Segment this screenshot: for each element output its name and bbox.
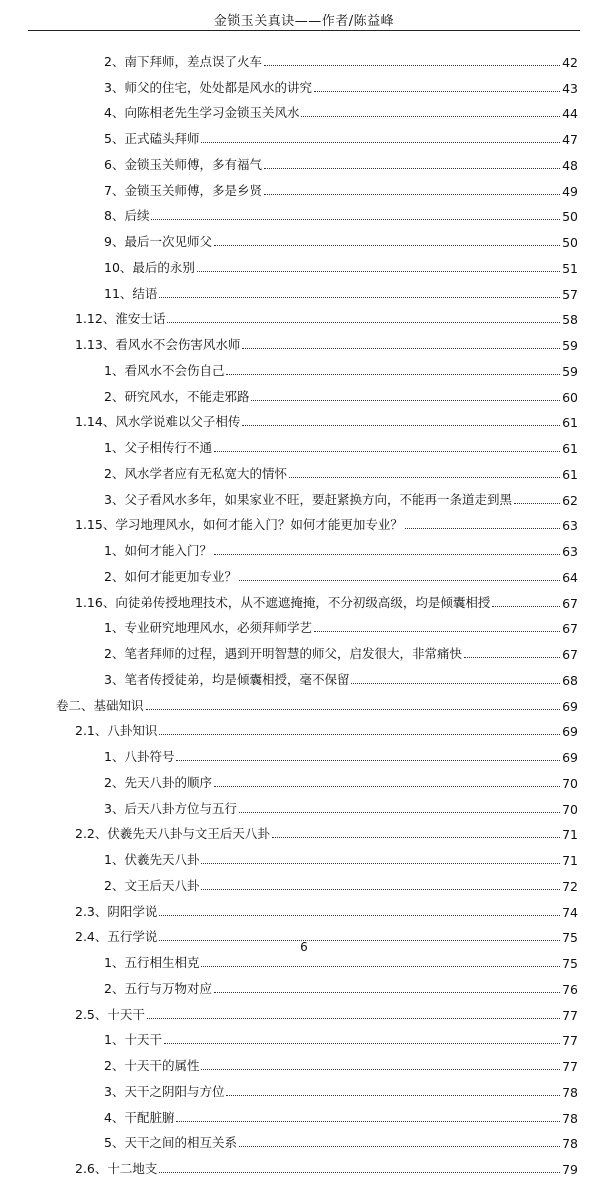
toc-entry[interactable] (0, 791, 608, 817)
toc-entry-page: 78 (562, 1136, 578, 1152)
toc-dot-leader (272, 837, 560, 838)
toc-entry-page: 49 (562, 183, 578, 199)
toc-entry-label: 1、如何才能入门？ (104, 543, 212, 558)
toc-entry-page: 57 (562, 286, 578, 302)
toc-dot-leader (201, 966, 560, 967)
toc-dot-leader (214, 992, 560, 993)
toc-entry-label: 2、十天干的属性 (104, 1058, 200, 1073)
toc-entry[interactable] (0, 1074, 608, 1100)
toc-entry[interactable] (0, 508, 608, 534)
toc-dot-leader (201, 889, 560, 890)
toc-entry[interactable] (0, 353, 608, 379)
toc-dot-leader (197, 271, 560, 272)
toc-entry-page: 42 (562, 54, 578, 70)
toc-entry-label: 2.2、伏羲先天八卦与文王后天八卦 (75, 826, 270, 842)
toc-dot-leader (151, 219, 560, 220)
toc-entry-label: 2.5、十天干 (75, 1006, 145, 1022)
toc-entry-label: 2、文王后天八卦 (104, 877, 200, 893)
toc-entry[interactable] (0, 44, 608, 70)
toc-entry-page: 76 (562, 981, 578, 997)
toc-entry[interactable] (0, 147, 608, 173)
toc-entry[interactable] (0, 456, 608, 482)
toc-entry-label: 2、如何才能更加专业？ (104, 568, 237, 584)
toc-entry[interactable] (0, 276, 608, 302)
toc-entry-page: 64 (562, 569, 578, 585)
toc-dot-leader (159, 1172, 560, 1173)
toc-dot-leader (405, 528, 560, 529)
toc-entry-label: 1.12、淮安士话 (75, 311, 166, 327)
toc-dot-leader (201, 142, 560, 143)
toc-entry-label: 5、天干之间的相互关系 (104, 1135, 237, 1151)
toc-entry-label: 卷二、基础知识 (56, 697, 144, 713)
page-number: 6 (300, 940, 308, 954)
toc-entry-page: 51 (562, 260, 578, 276)
toc-dot-leader (176, 760, 560, 761)
toc-entry-label: 3、师父的住宅，处处都是风水的讲究 (104, 79, 312, 95)
toc-dot-leader (159, 297, 560, 298)
toc-entry[interactable] (0, 688, 608, 714)
toc-dot-leader (239, 812, 560, 813)
toc-entry-page: 44 (562, 106, 578, 122)
toc-entry-page: 67 (562, 595, 578, 611)
toc-entry-label: 10、最后的永别 (104, 259, 195, 275)
toc-dot-leader (242, 425, 560, 426)
toc-entry[interactable] (0, 224, 608, 250)
toc-entry-label: 3、笔者传授徒弟，均是倾囊相授，毫不保留 (104, 671, 350, 687)
toc-entry-page: 77 (562, 1033, 578, 1049)
toc-dot-leader (264, 194, 560, 195)
toc-dot-leader (239, 1146, 560, 1147)
toc-entry-page: 43 (562, 80, 578, 96)
toc-dot-leader (214, 245, 560, 246)
toc-dot-leader (201, 863, 560, 864)
toc-entry-label: 3、天干之阴阳与方位 (104, 1083, 225, 1099)
toc-dot-leader (146, 709, 561, 710)
header-rule (28, 30, 580, 31)
toc-entry-page: 50 (562, 235, 578, 250)
toc-entry[interactable] (0, 1126, 608, 1152)
toc-entry[interactable] (0, 894, 608, 920)
toc-dot-leader (239, 580, 560, 581)
toc-entry-page: 72 (562, 878, 578, 894)
toc-dot-leader (314, 91, 560, 92)
toc-entry-page: 63 (562, 544, 578, 559)
toc-entry-page: 69 (562, 698, 578, 714)
toc-entry-label: 1、五行相生相克 (104, 955, 200, 970)
toc-entry[interactable] (0, 997, 608, 1023)
toc-entry-label: 1、父子相传行不通 (104, 440, 212, 455)
toc-entry-page: 59 (562, 363, 578, 379)
toc-entry[interactable] (0, 868, 608, 894)
toc-entry-page: 74 (562, 904, 578, 920)
toc-entry-page: 77 (562, 1007, 578, 1023)
toc-entry[interactable] (0, 1100, 608, 1126)
toc-entry[interactable] (0, 250, 608, 276)
toc-entry[interactable] (0, 971, 608, 997)
toc-entry-label: 4、干配脏腑 (104, 1109, 175, 1125)
toc-entry[interactable] (0, 1048, 608, 1074)
toc-entry[interactable] (0, 96, 608, 122)
toc-entry-label: 2.1、八卦知识 (75, 723, 158, 739)
toc-entry-label: 3、父子看风水多年，如果家业不旺，要赶紧换方向，不能再一条道走到黑 (104, 491, 512, 507)
toc-dot-leader (226, 1095, 560, 1096)
toc-entry-page: 79 (562, 1162, 578, 1177)
toc-dot-leader (214, 451, 560, 452)
toc-entry-label: 1、十天干 (104, 1032, 162, 1048)
toc-entry-page: 70 (562, 801, 578, 817)
toc-entry[interactable] (0, 842, 608, 868)
toc-entry-label: 2.6、十二地支 (75, 1161, 158, 1176)
toc-entry-page: 50 (562, 209, 578, 225)
toc-entry[interactable] (0, 482, 608, 508)
toc-entry[interactable] (0, 585, 608, 611)
toc-entry-label: 6、金锁玉关师傅，多有福气 (104, 156, 262, 172)
toc-dot-leader (159, 915, 560, 916)
toc-dot-leader (214, 554, 560, 555)
toc-entry-page: 77 (562, 1059, 578, 1074)
toc-dot-leader (147, 1018, 560, 1019)
toc-entry[interactable] (0, 765, 608, 791)
table-of-contents (0, 44, 608, 1177)
toc-dot-leader (226, 374, 560, 375)
toc-dot-leader (176, 1121, 560, 1122)
toc-entry-page: 61 (562, 441, 578, 456)
toc-dot-leader (289, 477, 560, 478)
toc-entry-label: 2、研究风水，不能走邪路 (104, 388, 250, 404)
toc-entry[interactable] (0, 1151, 608, 1177)
toc-dot-leader (314, 631, 560, 632)
toc-entry-page: 71 (562, 827, 578, 843)
toc-entry-page: 78 (562, 1110, 578, 1126)
toc-entry[interactable] (0, 1023, 608, 1049)
toc-entry-label: 2.4、五行学说 (75, 929, 158, 945)
toc-dot-leader (514, 503, 560, 504)
toc-dot-leader (164, 1043, 560, 1044)
toc-entry-page: 60 (562, 389, 578, 405)
toc-entry-page: 69 (562, 750, 578, 765)
toc-entry-page: 67 (562, 647, 578, 662)
toc-entry-label: 5、正式磕头拜师 (104, 131, 200, 146)
toc-entry-label: 3、后天八卦方位与五行 (104, 800, 237, 816)
toc-entry-label: 9、最后一次见师父 (104, 234, 212, 249)
toc-entry-page: 71 (562, 853, 578, 868)
toc-dot-leader (159, 734, 560, 735)
toc-dot-leader (301, 116, 560, 117)
toc-entry-label: 1、专业研究地理风水，必须拜师学艺 (104, 620, 312, 636)
toc-entry-label: 7、金锁玉关师傅，多是乡贤 (104, 182, 262, 198)
toc-entry-label: 2、南下拜师，差点误了火车 (104, 53, 262, 69)
running-header: 金锁玉关真诀——作者/陈益峰 (213, 14, 395, 29)
toc-entry-label: 2、笔者拜师的过程，遇到开明智慧的师父，启发很大，非常痛快 (104, 646, 462, 661)
toc-dot-leader (214, 786, 560, 787)
toc-dot-leader (251, 400, 560, 401)
toc-entry-label: 2.3、阴阳学说 (75, 903, 158, 919)
toc-entry-label: 4、向陈相老先生学习金锁玉关风水 (104, 105, 300, 121)
toc-entry-label: 8、后续 (104, 208, 150, 224)
toc-entry-page: 47 (562, 132, 578, 147)
toc-entry[interactable] (0, 379, 608, 405)
toc-dot-leader (167, 322, 560, 323)
toc-dot-leader (264, 168, 560, 169)
toc-entry-page: 78 (562, 1084, 578, 1100)
toc-entry-label: 1.16、向徒弟传授地理技术，从不遮遮掩掩，不分初级高级，均是倾囊相授 (75, 594, 491, 610)
toc-entry-page: 58 (562, 312, 578, 328)
toc-dot-leader (201, 1069, 560, 1070)
toc-entry-page: 61 (562, 466, 578, 482)
toc-entry-page: 75 (562, 930, 578, 946)
toc-entry[interactable] (0, 714, 608, 740)
toc-entry[interactable] (0, 559, 608, 585)
toc-entry[interactable] (0, 405, 608, 431)
toc-entry-page: 62 (562, 492, 578, 508)
toc-entry[interactable] (0, 611, 608, 637)
toc-entry[interactable] (0, 817, 608, 843)
toc-entry[interactable] (0, 662, 608, 688)
toc-entry-page: 69 (562, 724, 578, 740)
toc-entry-page: 59 (562, 338, 578, 353)
toc-dot-leader (492, 606, 560, 607)
toc-dot-leader (264, 65, 560, 66)
toc-entry-label: 1.14、风水学说难以父子相传 (75, 414, 241, 430)
toc-entry-label: 1、八卦符号 (104, 749, 175, 764)
toc-entry-page: 61 (562, 415, 578, 431)
toc-entry[interactable] (0, 121, 608, 147)
toc-entry-label: 11、结语 (104, 285, 158, 301)
toc-entry[interactable] (0, 636, 608, 662)
toc-entry-label: 2、先天八卦的顺序 (104, 774, 212, 790)
toc-entry[interactable] (0, 327, 608, 353)
toc-entry-page: 63 (562, 518, 578, 534)
toc-entry-page: 48 (562, 157, 578, 173)
toc-entry[interactable] (0, 739, 608, 765)
toc-entry-label: 1、看风水不会伤自己 (104, 362, 225, 378)
toc-entry[interactable] (0, 302, 608, 328)
toc-dot-leader (242, 348, 560, 349)
toc-entry[interactable] (0, 199, 608, 225)
toc-entry-page: 68 (562, 672, 578, 688)
toc-entry-label: 1.15、学习地理风水，如何才能入门？如何才能更加专业？ (75, 517, 403, 533)
toc-entry-page: 70 (562, 775, 578, 791)
toc-entry[interactable] (0, 173, 608, 199)
toc-entry[interactable] (0, 533, 608, 559)
toc-dot-leader (464, 657, 560, 658)
toc-entry-label: 1.13、看风水不会伤害风水师 (75, 337, 241, 352)
toc-entry-label: 2、五行与万物对应 (104, 980, 212, 996)
toc-dot-leader (351, 683, 560, 684)
toc-entry[interactable] (0, 70, 608, 96)
toc-entry-page: 67 (562, 621, 578, 637)
toc-entry-page: 75 (562, 956, 578, 971)
toc-entry-label: 2、风水学者应有无私宽大的情怀 (104, 465, 287, 481)
toc-entry[interactable] (0, 430, 608, 456)
toc-entry-label: 1、伏羲先天八卦 (104, 852, 200, 867)
